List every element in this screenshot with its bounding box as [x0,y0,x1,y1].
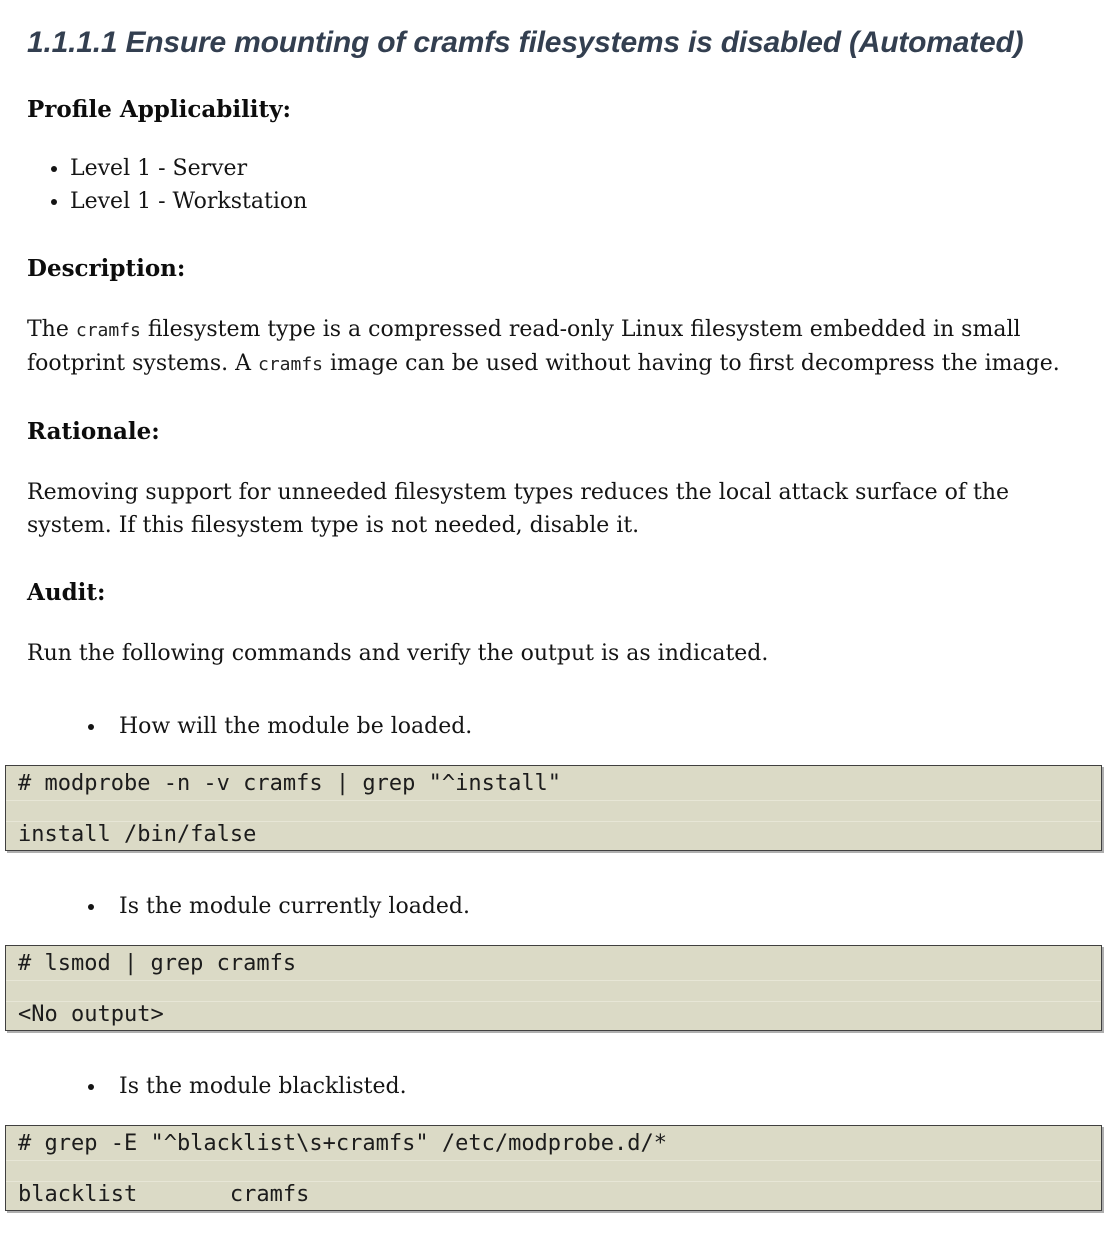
inline-code-cramfs: cramfs [258,353,324,375]
audit-bullet-module-blacklisted: • Is the module blacklisted. [107,1072,1062,1102]
description-text-segment: filesystem type is a compressed read-only Linux filesystem embedded in small footprint systems. A [27,317,1021,376]
profile-applicability-list [27,152,1062,218]
description-text-segment: image can be used without having to first decompress the image. [323,350,1060,376]
code-output-line: install /bin/false [6,821,1101,850]
code-blank-line [6,1160,1101,1181]
audit-bullet-list [27,712,1062,742]
audit-bullet-module-loaded: • How will the module be loaded. [107,712,1062,742]
section-heading-rationale: Rationale: [27,418,160,445]
section-heading-profile-applicability: Profile Applicability: [27,96,292,123]
rationale-paragraph: Removing support for unneeded filesystem types reduces the local attack surface of the system. If this filesystem type is not needed, disable it. [27,480,1010,538]
section-heading-audit: Audit: [27,579,106,606]
page-title: 1.1.1.1 Ensure mounting of cramfs filesystems is disabled (Automated) [27,26,1024,59]
code-block-grep-blacklist [5,1125,1102,1211]
code-command-line: # grep -E "^blacklist\s+cramfs" /etc/modprobe.d/* [18,1130,668,1156]
description-paragraph [27,314,1062,381]
code-command-line: # lsmod | grep cramfs [18,950,297,976]
code-blank-line [6,980,1101,1001]
code-block-modprobe [5,765,1102,851]
profile-list-item-workstation: • Level 1 - Workstation [70,185,1062,218]
code-block-lsmod [5,945,1102,1031]
code-output-line: blacklist cramfs [6,1181,1101,1210]
inline-code-cramfs: cramfs [75,320,141,341]
profile-list-item-server: • Level 1 - Server [70,152,1062,185]
code-blank-line [6,800,1101,821]
code-output-line: <No output> [6,1001,1101,1030]
audit-bullet-module-currently-loaded: • Is the module currently loaded. [107,892,1062,922]
description-text-segment: The [27,317,76,342]
code-command-line: # modprobe -n -v cramfs | grep "^install" [18,770,562,796]
audit-bullet-list [27,1072,1062,1102]
audit-intro-paragraph: Run the following commands and verify the output is as indicated. [27,641,769,666]
section-heading-description: Description: [27,255,186,282]
audit-bullet-list [27,892,1062,922]
